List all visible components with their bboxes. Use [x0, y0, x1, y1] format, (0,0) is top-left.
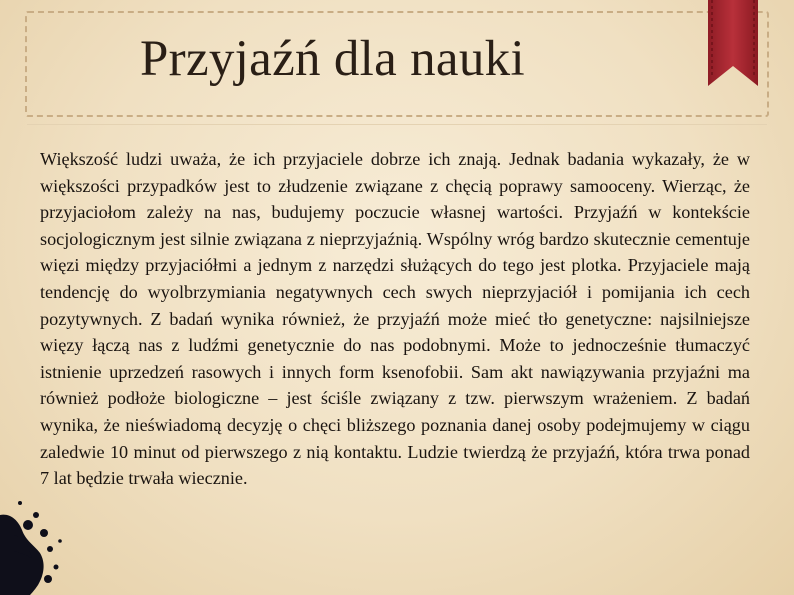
ink-splatter-icon: [0, 475, 90, 595]
body-paragraph: Większość ludzi uważa, że ich przyjaciele dobrze ich znają. Jednak badania wykazały, że w większości przypadków jest to złudzenie związane z chęcią poprawy samooceny. Wierząc, że przyjaciołom zależy na nas, budujemy poczucie własnej wartości. Przyjaźń w kontekście socjologicznym jest silnie związana z nieprzyjaźnią. Wspólny wróg bardzo skutecznie cementuje więzi między przyjaciółmi a jednym z narzędzi służących do tego jest plotka. Przyjaciele mają tendencję do wyolbrzymiania negatywnych cech swych nieprzyjaciół i pomijania ich cech pozytywnych. Z badań wynika również, że przyjaźń może mieć tło genetyczne: najsilniejsze więzy łączą nas z ludźmi genetycznie do nas podobnymi. Może to jednocześnie tłumaczyć istnienie uprzedzeń rasowych i innych form ksenofobii. Sam akt nawiązywania przyjaźni ma również podłoże biologiczne – jest ściśle związany z tzw. pierwszym wrażeniem. Z badań wynika, że nieświadomą decyzję o chęci bliższego poznania danej osoby podejmujemy w ciągu zaledwie 10 minut od pierwszego z nią kontaktu. Ludzie twierdzą że przyjaźń, która trwa ponad 7 lat będzie trwała wiecznie.: [40, 149, 750, 489]
bookmark-ribbon-icon: [706, 0, 760, 88]
slide-title: Przyjaźń dla nauki: [140, 31, 525, 87]
